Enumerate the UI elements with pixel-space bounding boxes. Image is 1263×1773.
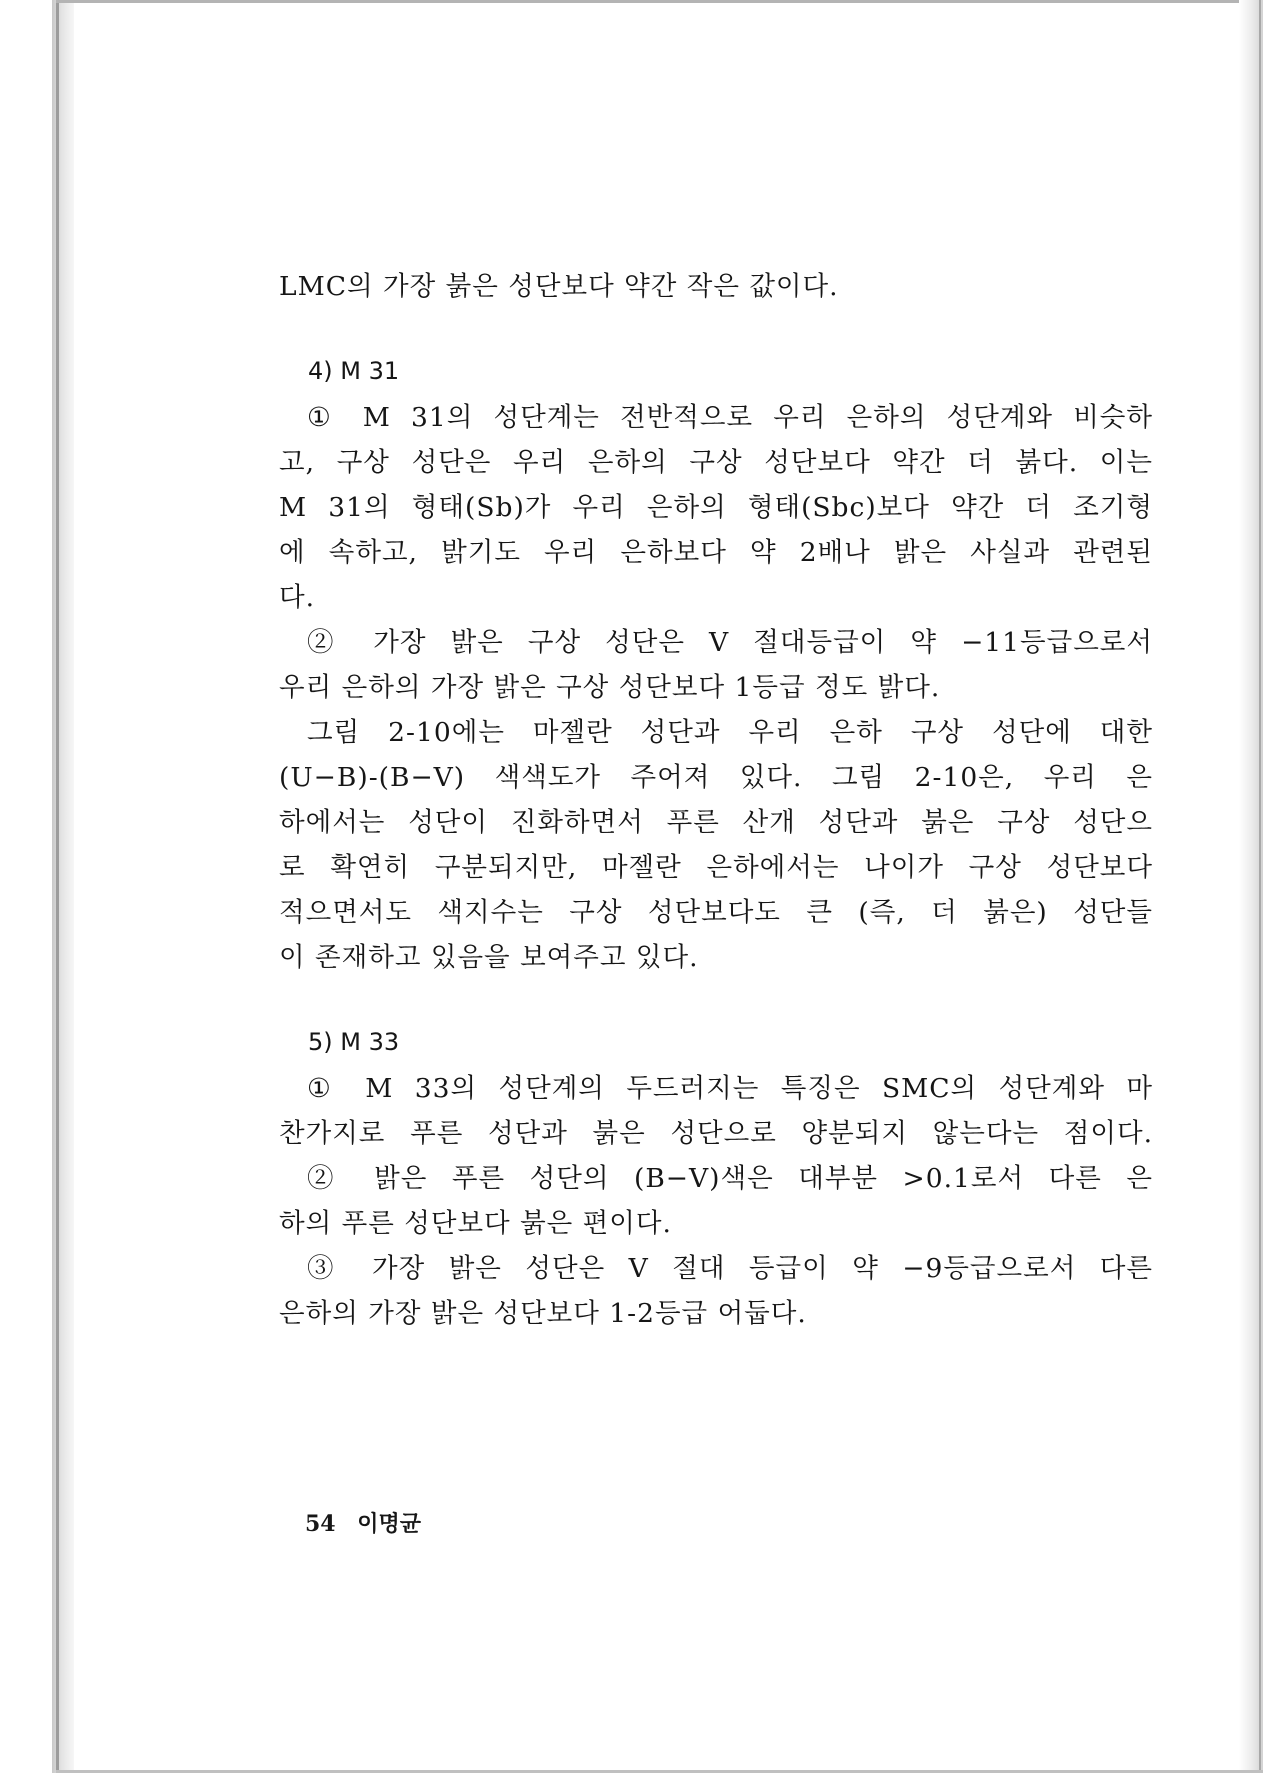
text-line: ③ 가장 밝은 성단은 V 절대 등급이 약 −9등급으로서 다른 xyxy=(307,1253,1153,1284)
page-footer xyxy=(305,1507,421,1538)
text-line: 에 속하고, 밝기도 우리 은하보다 약 2배나 밝은 사실과 관련된 xyxy=(279,537,1153,568)
text-line: 우리 은하의 가장 밝은 구상 성단보다 1등급 정도 밝다. xyxy=(279,672,941,703)
section-heading-m31: 4) M 31 xyxy=(308,357,400,385)
page-number: 54 xyxy=(305,1511,336,1537)
page-top-edge xyxy=(56,0,1263,3)
text-line: 다. xyxy=(279,582,316,613)
text-line: 적으면서도 색지수는 구상 성단보다도 큰 (즉, 더 붉은) 성단들 xyxy=(279,897,1153,928)
m31-body xyxy=(279,395,1153,980)
text-line: 로 확연히 구분되지만, 마젤란 은하에서는 나이가 구상 성단보다 xyxy=(279,852,1153,883)
text-line: LMC의 가장 붉은 성단보다 약간 작은 값이다. xyxy=(279,271,839,302)
text-line: ② 밝은 푸른 성단의 (B−V)색은 대부분 >0.1로서 다른 은 xyxy=(307,1163,1153,1194)
text-line: 찬가지로 푸른 성단과 붉은 성단으로 양분되지 않는다는 점이다. xyxy=(279,1118,1153,1149)
intro-paragraph xyxy=(279,264,1153,309)
text-line: M 31의 형태(Sb)가 우리 은하의 형태(Sbc)보다 약간 더 조기형 xyxy=(279,492,1153,523)
text-line: 하에서는 성단이 진화하면서 푸른 산개 성단과 붉은 구상 성단으 xyxy=(279,807,1153,838)
text-line: 이 존재하고 있음을 보여주고 있다. xyxy=(279,942,699,973)
text-line: 그림 2-10에는 마젤란 성단과 우리 은하 구상 성단에 대한 xyxy=(307,717,1153,748)
m33-body xyxy=(279,1066,1153,1336)
text-line: 고, 구상 성단은 우리 은하의 구상 성단보다 약간 더 붉다. 이는 xyxy=(279,447,1153,478)
page-left-edge xyxy=(56,0,59,1773)
text-line: 은하의 가장 밝은 성단보다 1-2등급 어둡다. xyxy=(279,1298,807,1329)
text-line: ② 가장 밝은 구상 성단은 V 절대등급이 약 −11등급으로서 xyxy=(307,627,1153,658)
page-right-edge xyxy=(1259,0,1261,1773)
text-line: 하의 푸른 성단보다 붉은 편이다. xyxy=(279,1208,672,1239)
text-line: (U−B)-(B−V) 색색도가 주어져 있다. 그림 2-10은, 우리 은 xyxy=(279,762,1153,793)
author-name: 이명균 xyxy=(357,1512,422,1537)
text-line: ① M 31의 성단계는 전반적으로 우리 은하의 성단계와 비슷하 xyxy=(307,402,1153,433)
text-line: ① M 33의 성단계의 두드러지는 특징은 SMC의 성단계와 마 xyxy=(307,1073,1153,1104)
section-heading-m33: 5) M 33 xyxy=(308,1028,400,1056)
